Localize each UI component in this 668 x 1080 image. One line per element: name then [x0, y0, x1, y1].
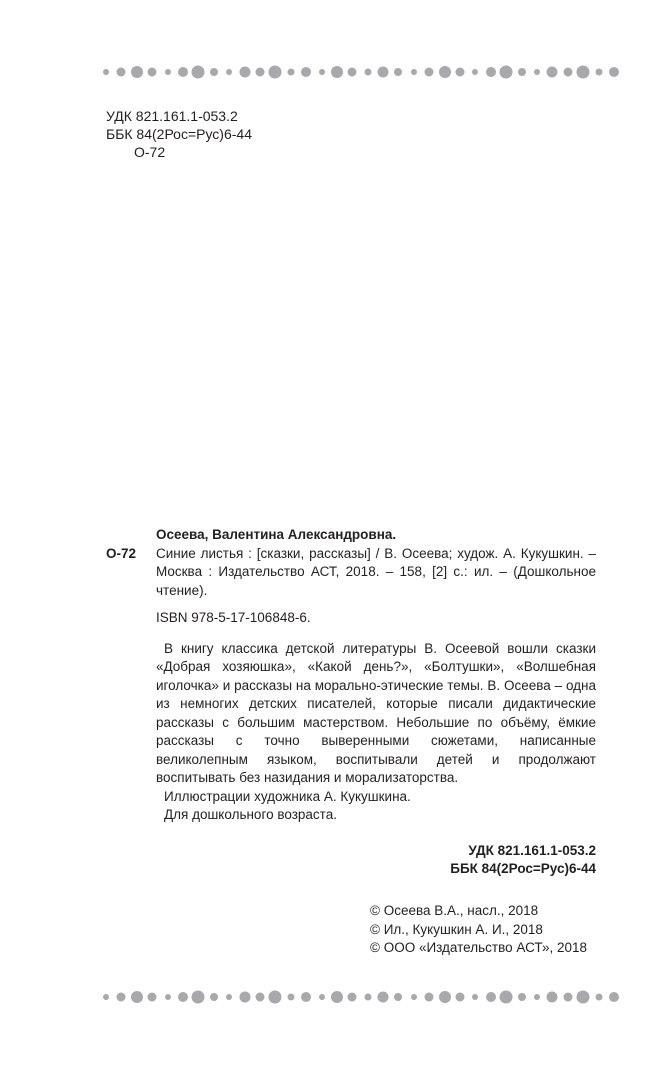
- ornament-dot: [192, 991, 205, 1004]
- ornament-dot: [178, 67, 188, 77]
- ornament-dot: [364, 69, 371, 76]
- ornament-dot: [486, 992, 496, 1002]
- ornament-dot: [192, 66, 205, 79]
- ornament-dot: [534, 994, 540, 1000]
- ornament-dot: [411, 994, 417, 1000]
- ornament-dot: [269, 66, 282, 79]
- entry-bbk: ББК 84(2Рос=Рус)6-44: [450, 861, 596, 876]
- entry-author: Осеева, Валентина Александровна.: [156, 527, 397, 542]
- ornament-dot: [319, 994, 325, 1000]
- ornament-dot: [534, 69, 540, 75]
- ornament-dot: [595, 994, 602, 1001]
- ornament-dot: [348, 993, 357, 1002]
- ornament-dot: [148, 993, 157, 1002]
- ornament-dot: [226, 994, 232, 1000]
- ornament-dot: [239, 992, 250, 1003]
- ornament-dot: [178, 992, 188, 1002]
- entry-description: Синие листья : [сказки, рассказы] / В. Осеева; худож. А. Кукушкин. – Москва : Издательство АСТ, 2018. – 158, [2] с.: ил. – (Дошкольное чтение).: [156, 545, 596, 598]
- ornament-dot: [210, 68, 218, 76]
- entry-codes: [106, 842, 596, 879]
- ornament-dot: [518, 68, 526, 76]
- ornament-dot: [239, 67, 250, 78]
- ornament-dot: [378, 67, 389, 78]
- ornament-dot: [255, 68, 264, 77]
- ornament-dot: [148, 68, 157, 77]
- ornament-dot: [486, 67, 496, 77]
- copyright-illustrator: © Ил., Кукушкин А. И., 2018: [370, 921, 543, 937]
- ornament-dot: [165, 69, 171, 75]
- ornament-dot: [439, 66, 451, 78]
- ornament-dot: [595, 69, 602, 76]
- ornament-dot: [563, 993, 572, 1002]
- ornament-dot: [500, 991, 513, 1004]
- bbk-code: ББК 84(2Рос=Рус)6-44: [106, 126, 252, 142]
- ornament-dot: [577, 991, 590, 1004]
- ornament-dot: [518, 993, 526, 1001]
- classification-block: [106, 107, 252, 161]
- ornament-dot: [269, 991, 282, 1004]
- ornament-dot: [331, 991, 343, 1003]
- ornament-dot: [577, 66, 590, 79]
- top-dot-ornament: [100, 62, 620, 82]
- ornament-dot: [394, 993, 402, 1001]
- ornament-dot: [103, 69, 109, 75]
- entry-udk: УДК 821.161.1-053.2: [468, 842, 596, 858]
- ornament-dot: [131, 991, 143, 1003]
- ornament-dot: [547, 992, 558, 1003]
- ornament-dot: [364, 994, 371, 1001]
- ornament-dot: [547, 67, 558, 78]
- ornament-dot: [117, 993, 126, 1002]
- ornament-dot: [500, 66, 513, 79]
- ornament-dot: [348, 68, 357, 77]
- ornament-dot: [165, 994, 171, 1000]
- entry-age: Для дошкольного возраста.: [164, 807, 337, 822]
- ornament-dot: [117, 68, 126, 77]
- ornament-dot: [301, 992, 311, 1002]
- ornament-dot: [287, 69, 294, 76]
- ornament-dot: [319, 69, 325, 75]
- catalog-entry: [106, 526, 596, 879]
- ornament-dot: [287, 994, 294, 1001]
- ornament-dot: [456, 993, 465, 1002]
- entry-isbn: ISBN 978-5-17-106848-6.: [156, 610, 311, 625]
- ornament-dot: [425, 68, 434, 77]
- ornament-dot: [472, 69, 478, 75]
- ornament-dot: [609, 67, 619, 77]
- ornament-dot: [103, 994, 109, 1000]
- ornament-dot: [131, 66, 143, 78]
- entry-annotation: В книгу классика детской литературы В. Осеевой вошли сказки «Добрая хозяюшка», «Какой день?», «Болтушки», «Волшебная иголочка» и рассказы на морально-этические темы. В. Осеева – одна из немногих детских писателей, которые писали дидактические рассказы с большим мастерством. Небольшие по объёму, ёмкие рассказы с точно выверенными сюжетами, написанные великолепным языком, воспитывали детей и продолжают воспитывать без назидания и морализаторства.: [156, 640, 596, 785]
- copyright-author: © Осеева В.А., насл., 2018: [370, 903, 539, 918]
- copyright-block: [370, 902, 587, 958]
- entry-author-mark: О-72: [106, 545, 137, 561]
- ornament-dot: [439, 991, 451, 1003]
- author-mark: О-72: [134, 144, 166, 160]
- ornament-dot: [472, 994, 478, 1000]
- ornament-dot: [210, 993, 218, 1001]
- udk-code: УДК 821.161.1-053.2: [106, 108, 238, 124]
- ornament-dot: [609, 992, 619, 1002]
- ornament-dot: [378, 992, 389, 1003]
- ornament-dot: [563, 68, 572, 77]
- ornament-dot: [411, 69, 417, 75]
- ornament-dot: [331, 66, 343, 78]
- entry-illustrations: Иллюстрации художника А. Кукушкина.: [164, 788, 411, 804]
- ornament-dot: [301, 67, 311, 77]
- ornament-dot: [255, 993, 264, 1002]
- ornament-dot: [226, 69, 232, 75]
- ornament-dot: [456, 68, 465, 77]
- ornament-dot: [425, 993, 434, 1002]
- bottom-dot-ornament: [100, 987, 620, 1007]
- copyright-publisher: © ООО «Издательство АСТ», 2018: [370, 940, 588, 955]
- ornament-dot: [394, 68, 402, 76]
